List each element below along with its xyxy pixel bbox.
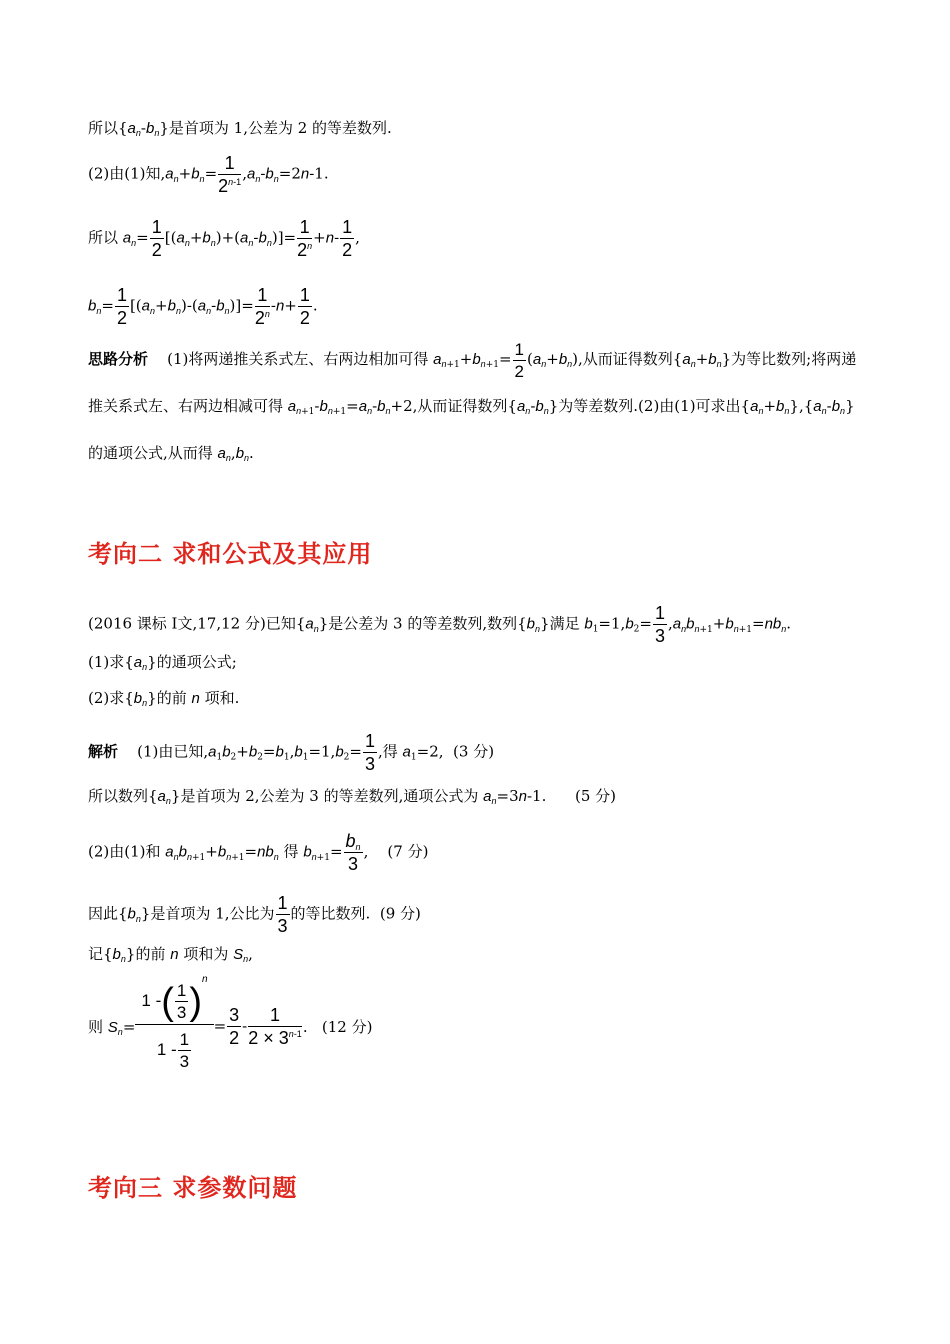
solution-step-3: (2)由(1)和 $a_nb_{n+1}+b_{n+1}=nb_n$ 得 $b_{n+1}=$ $\frac{b_n}{3}$ , (7 分) bbox=[88, 831, 429, 874]
score: (9 分) bbox=[379, 904, 421, 923]
score: (7 分) bbox=[387, 842, 429, 861]
solution-step-6: 则 $S_n=$ 1 -( $\frac{1}{3}$ )$^n$ 1 - $\frac{1}{3}$ = $\frac{3}{2}$ - $\frac{1}{2 \times 3^{n-1}}$ . (12 分) bbox=[88, 974, 373, 1071]
problem-source: (2016 课标 Ⅰ文,17,12 分) bbox=[88, 614, 266, 633]
solution-step-4: 因此$\{b_n\}$是首项为 1,公比为 $\frac{1}{3}$ 的等比数列. (9 分) bbox=[88, 893, 421, 936]
score: (12 分) bbox=[321, 1017, 373, 1036]
score: (3 分) bbox=[453, 742, 495, 761]
solution-label: 解析 bbox=[88, 742, 119, 761]
problem-stem: (2016 课标 Ⅰ文,17,12 分)已知$\{a_n\}$是公差为 3 的等差数列,数列$\{b_n\}$满足 $b_1=1,b_2=$ $\frac{1}{3}$ $,a_nb_{n+1}+b_{n+1}=nb_n$. bbox=[88, 603, 792, 646]
analysis-label: 思路分析 bbox=[88, 350, 149, 368]
question-1: (1)求$\{a_n\}$的通项公式; bbox=[88, 653, 237, 672]
section-heading: 考向二 求和公式及其应用 bbox=[88, 540, 373, 568]
solution-step-1: 解析 (1)由已知$,a_1b_2+b_2=b_1,b_1=1,b_2=$ $\frac{1}{3}$ ,得 $a_1=2$, (3 分) bbox=[88, 731, 495, 774]
question-2: (2)求$\{b_n\}$的前 n 项和. bbox=[88, 689, 240, 708]
formula-line: 所以 $a_n=$ $\frac{1}{2}$ $[(a_n+b_n)+(a_n-b_n)]=$ $\frac{1}{2^n}$ +n- $\frac{1}{2}$ , bbox=[88, 217, 360, 260]
formula-line: (2)由(1)知$,a_n+b_n=$ $\frac{1}{2^{n-1}}$ $,a_n-b_n=2n-1$. bbox=[88, 153, 329, 196]
formula-line: $b_n=$ $\frac{1}{2}$ $[(a_n+b_n)-(a_n-b_n)]=$ $\frac{1}{2^n}$ -n+ $\frac{1}{2}$ . bbox=[88, 285, 318, 328]
section-heading: 考向三 求参数问题 bbox=[88, 1174, 298, 1202]
score: (5 分) bbox=[574, 787, 617, 805]
analysis-paragraph: 思路分析 (1)将两递推关系式左、右两边相加可得 $a_{n+1}+b_{n+1}=$ $\frac{1}{2}$ $(a_n+b_n)$,从而证得数列$\{a_n+b_n\}$为等比数列;将两递推关系式左、右两边相减可得 $a_{n+1}-b_{n+1}=a_n-b_n+2$,从而证得数列$\{a_n-b_n\}$为等差数列.(2)由(1)可求出$\{a_n+b_n\},\{a_n-b_n\}$的通项公式,从而得 $a_n,b_n$. bbox=[88, 339, 857, 463]
text-line: 所以$\{a_n-b_n\}$是首项为 1,公差为 2 的等差数列. bbox=[88, 119, 392, 138]
solution-step-2: 所以数列$\{a_n\}$是首项为 2,公差为 3 的等差数列,通项公式为 $a_n=3n-1$. (5 分) bbox=[88, 787, 617, 806]
solution-step-5: 记$\{b_n\}$的前 n 项和为 $S_n$, bbox=[88, 945, 253, 964]
